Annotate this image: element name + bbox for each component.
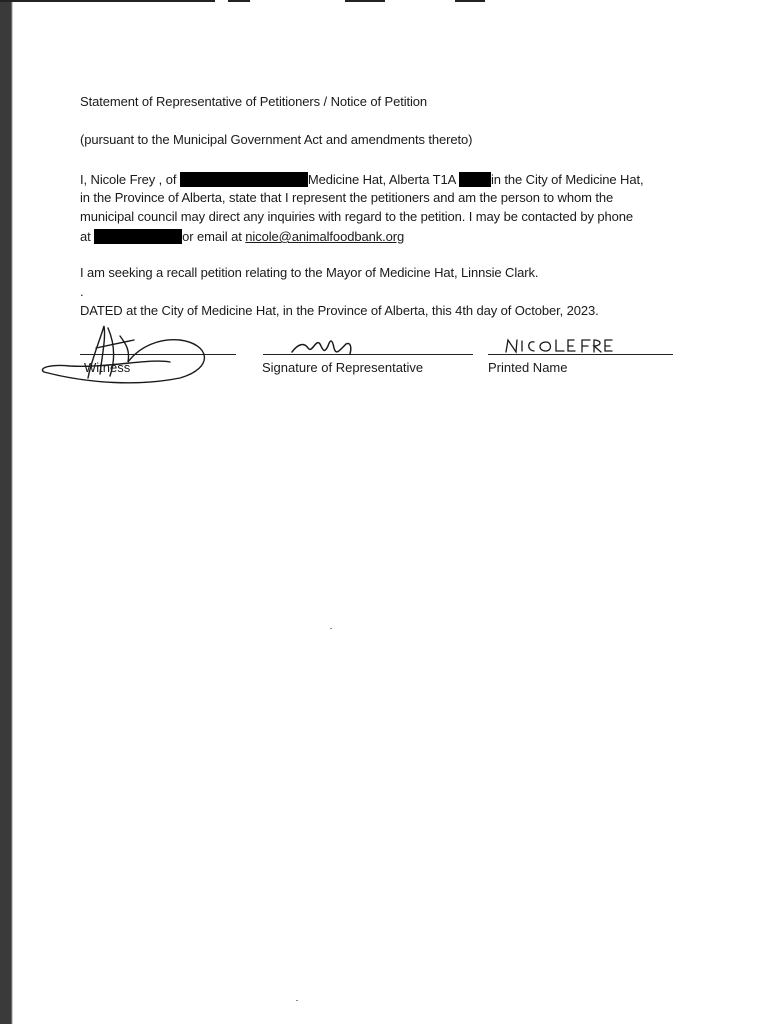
p1-text-c: in the City of Medicine Hat, (490, 172, 644, 187)
paragraph1-line4 (80, 229, 404, 244)
stray-mark: . (80, 284, 84, 299)
representative-label: Signature of Representative (262, 360, 424, 375)
witness-signature (30, 318, 230, 388)
scan-speck (296, 1000, 298, 1001)
scan-top-marks (0, 0, 768, 4)
paragraph1-line1 (80, 172, 644, 187)
document-subtitle: (pursuant to the Municipal Government Act and amendments thereto) (80, 132, 473, 147)
printed-name-handwritten (504, 336, 614, 356)
scan-speck (330, 628, 332, 629)
p1-email-prefix: or email at (182, 229, 246, 244)
paragraph2: I am seeking a recall petition relating to the Mayor of Medicine Hat, Linnsie Clark. (80, 265, 539, 280)
scan-edge (0, 0, 13, 1024)
p1-text-b: Medicine Hat, Alberta T1A (307, 172, 459, 187)
printed-name-label: Printed Name (488, 360, 568, 375)
redacted-postal-code (459, 172, 491, 187)
redacted-address (180, 172, 308, 187)
paragraph1-line3: municipal council may direct any inquiries with regard to the petition. I may be contacted by phone (80, 209, 634, 224)
dated-line: DATED at the City of Medicine Hat, in the Province of Alberta, this 4th day of October, 2023. (80, 303, 599, 318)
p1-at: at (80, 229, 95, 244)
p1-text-a: I, Nicole Frey , of (80, 172, 180, 187)
document-title: Statement of Representative of Petitioners / Notice of Petition (80, 94, 428, 109)
redacted-phone (94, 229, 182, 244)
email-link[interactable]: nicole@animalfoodbank.org (245, 229, 405, 244)
paragraph1-line2: in the Province of Alberta, state that I represent the petitioners and am the person to whom the (80, 190, 614, 205)
witness-label: Witness (84, 360, 131, 375)
representative-signature (290, 334, 360, 360)
